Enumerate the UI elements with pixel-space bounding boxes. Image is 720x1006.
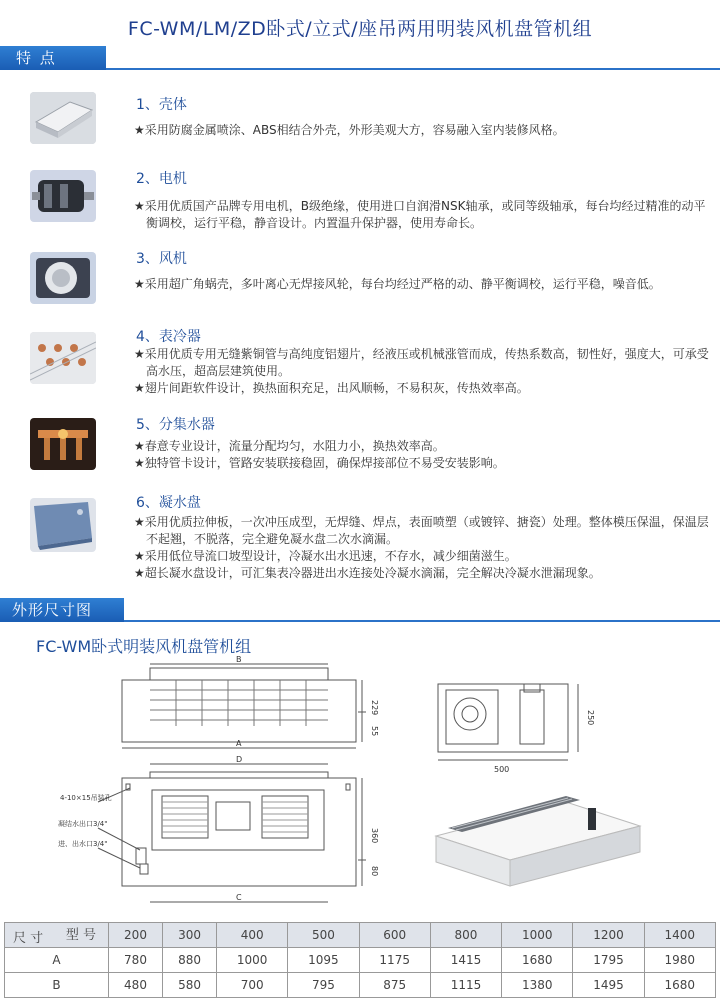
dim-label-360: 360	[370, 828, 379, 844]
feature-line: ★采用防腐金属喷涂、ABS相结合外壳，外形美观大方，容易融入室内装修风格。	[134, 123, 565, 137]
row-label: B	[5, 973, 109, 998]
dimensions-section-label: 外形尺寸图	[0, 598, 124, 622]
corner-model-label: 型 号	[65, 928, 96, 943]
dim-label-500: 500	[494, 765, 510, 774]
feature-line: ★采用低位导流口坡型设计，冷凝水出水迅速，不存水，减少细菌滋生。	[134, 549, 517, 563]
value-cell: 1175	[359, 948, 430, 973]
feature-line: ★采用优质国产品牌专用电机，B级绝缘，使用进口自润滑NSK轴承，或同等级轴承，每台均经过精准的动平衡调校，运行平稳，静音设计。内置温升保护器，使用寿命长。	[134, 199, 706, 230]
feature-heading: 4、表冷器	[136, 329, 201, 345]
dim-label-a: A	[236, 739, 242, 748]
fan-image	[30, 252, 96, 304]
drawing-title: FC-WM卧式明装风机盘管机组	[36, 637, 252, 656]
model-cell: 200	[109, 923, 163, 948]
table-corner	[5, 923, 109, 948]
value-cell: 700	[217, 973, 288, 998]
model-cell: 400	[217, 923, 288, 948]
dim-label-d: D	[236, 755, 243, 764]
value-cell: 1000	[217, 948, 288, 973]
manifold-image	[30, 418, 96, 470]
dimensions-section-bar	[0, 598, 720, 622]
model-cell: 1000	[502, 923, 573, 948]
feature-line: ★春意专业设计，流量分配均匀，水阻力小，换热效率高。	[134, 439, 445, 453]
value-cell: 1115	[430, 973, 501, 998]
model-cell: 800	[430, 923, 501, 948]
value-cell: 1795	[573, 948, 644, 973]
drain-outlet-label: 凝结水出口3/4"	[58, 820, 108, 828]
model-cell: 300	[163, 923, 217, 948]
feature-line: ★采用超广角蜗壳，多叶离心无焊接风轮，每台均经过严格的动、静平衡调校，运行平稳，噪音低。	[134, 277, 661, 291]
value-cell: 1680	[644, 973, 715, 998]
spec-table	[4, 922, 716, 998]
feature-heading: 1、壳体	[136, 97, 187, 113]
coil-image	[30, 332, 96, 384]
corner-size-label: 尺 寸	[13, 931, 44, 946]
plan-view-outline	[122, 778, 356, 886]
dim-label-229: 229	[370, 700, 379, 716]
table-row	[5, 973, 716, 998]
value-cell: 1380	[502, 973, 573, 998]
feature-heading: 2、电机	[136, 171, 187, 187]
value-cell: 880	[163, 948, 217, 973]
feature-heading: 5、分集水器	[136, 417, 215, 433]
feature-heading: 3、风机	[136, 251, 187, 267]
value-cell: 875	[359, 973, 430, 998]
motor-image	[30, 170, 96, 222]
value-cell: 1980	[644, 948, 715, 973]
model-cell: 1400	[644, 923, 715, 948]
value-cell: 480	[109, 973, 163, 998]
dim-label-c: C	[236, 893, 242, 902]
page-title: FC-WM/LM/ZD卧式/立式/座吊两用明装风机盘管机组	[127, 18, 593, 40]
value-cell: 1495	[573, 973, 644, 998]
model-cell: 1200	[573, 923, 644, 948]
model-cell: 600	[359, 923, 430, 948]
features-section-label: 特 点	[0, 46, 106, 70]
value-cell: 580	[163, 973, 217, 998]
dim-label-55: 55	[370, 726, 379, 737]
housing-image	[30, 92, 96, 144]
dim-label-80: 80	[370, 866, 379, 877]
dim-label-b: B	[236, 655, 242, 664]
feature-line: ★超长凝水盘设计，可汇集表冷器进出水连接处冷凝水滴漏，完全解决冷凝水泄漏现象。	[134, 566, 601, 580]
model-cell: 500	[288, 923, 359, 948]
feature-line: ★翅片间距软件设计，换热面积充足，出风顺畅，不易积灰，传热效率高。	[134, 381, 529, 395]
value-cell: 795	[288, 973, 359, 998]
water-inlet-label: 进、出水口3/4"	[58, 840, 108, 848]
drain-pan-image	[30, 498, 96, 552]
table-row	[5, 948, 716, 973]
value-cell: 1095	[288, 948, 359, 973]
hanging-holes-label: 4-10×15吊装孔	[60, 794, 112, 802]
dimension-drawing	[0, 650, 720, 920]
value-cell: 780	[109, 948, 163, 973]
side-view-outline	[438, 684, 568, 752]
feature-line: ★独特管卡设计，管路安装联接稳固，确保焊接部位不易受安装影响。	[134, 456, 505, 470]
feature-heading: 6、凝水盘	[136, 495, 201, 511]
dim-label-250: 250	[586, 710, 595, 726]
feature-line: ★采用优质拉伸板，一次冲压成型，无焊缝、焊点，表面喷塑（或镀锌、搪瓷）处理。整体模压保温，保温层不起翘，不脱落，完全避免凝水盘二次水滴漏。	[134, 515, 709, 546]
front-view-outline	[122, 680, 356, 742]
value-cell: 1415	[430, 948, 501, 973]
feature-line: ★采用优质专用无缝紫铜管与高纯度铝翅片，经液压或机械涨管而成，传热系数高，韧性好，强度大，可承受高水压，超高层建筑使用。	[134, 347, 709, 378]
row-label: A	[5, 948, 109, 973]
value-cell: 1680	[502, 948, 573, 973]
features-section-bar	[0, 46, 720, 70]
unit-3d-image	[436, 796, 640, 886]
